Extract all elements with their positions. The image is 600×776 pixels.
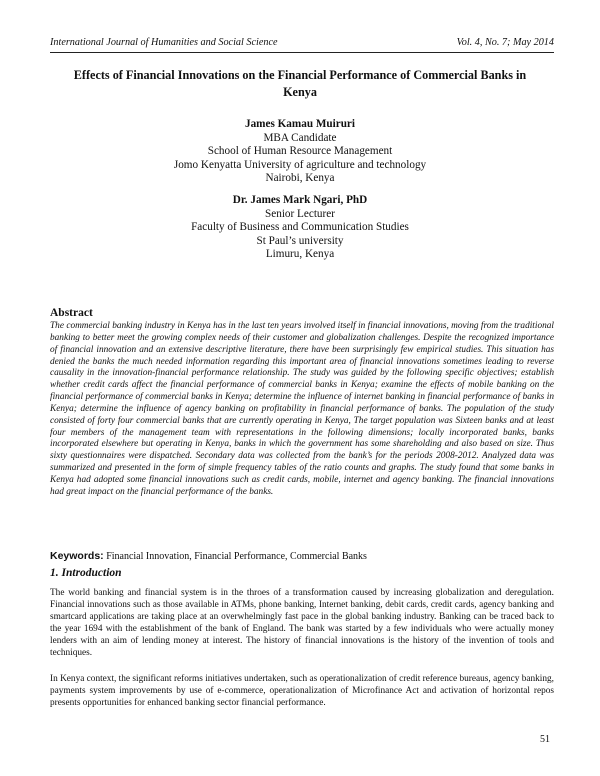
issue-info: Vol. 4, No. 7; May 2014	[456, 37, 554, 48]
author-name: James Kamau Muiruri	[244, 118, 355, 130]
abstract-text: The commercial banking industry in Kenya has in the last ten years involved itself in financial innovations, moving from the traditional banking to better meet the growing complex needs of their customer and globalization challenges. Despite the recognized importance of financial innovation and an extensive descriptive literature, there have been surprisingly few empirical studies. This situation has denied the banks the much needed information regarding this important area of financial innovations sometimes leading to reverse causality in the innovation-financial performance relationship. The study was guided by the following specific objectives; establish whether credit cards affect the financial performance of commercial banks in Kenya; examine the effects of mobile banking on the financial performance of commercial banks in Kenya; determine the influence of internet banking in financial performance of banks in Kenya; determine the influence of agency banking on profitability in financial performance of banks. The population of the study consisted of forty four commercial banks that are currently operating in Kenya, The target population was Sixteen banks and at least four members of the management team with representations in the following dimensions; locally incorporated banks, banks incorporated elsewhere but operating in Kenya, banks in which the government has some shareholding and also based on size. Thus sixty questionnaires were dispatched. Secondary data was collected from the bank’s for the periods 2008-2012. Analyzed data was summarized and presented in the form of simple frequency tables of the ratio counts and graphs. The study found that some banks in Kenya had adopted some financial innovations such as credit cards, mobile, internet and agency banking. The financial innovations had great impact on the financial performance of the banks.	[50, 321, 554, 497]
section-heading-introduction: 1. Introduction	[50, 567, 122, 579]
abstract-heading: Abstract	[50, 307, 93, 319]
keywords-label: Keywords:	[50, 550, 104, 562]
author-school: School of Human Resource Management	[207, 145, 393, 157]
intro-paragraph-2: In Kenya context, the significant reforms initiatives undertaken, such as operationalization of credit reference bureaus, agency banking, payments system improvements by use of e-commerce, operationalization of Microfinance Act and activation of horizontal repos presents opportunities for enhanced banking sector financial performance.	[50, 674, 554, 708]
author-block-2	[60, 194, 540, 262]
journal-name: International Journal of Humanities and Social Science	[50, 37, 278, 48]
author-location: Limuru, Kenya	[265, 248, 335, 260]
author-faculty: Faculty of Business and Communication Studies	[191, 221, 409, 233]
author-role: Senior Lecturer	[265, 207, 335, 220]
running-header	[50, 37, 554, 48]
page-number: 51	[540, 734, 550, 745]
author-role: MBA Candidate	[263, 131, 337, 144]
keywords-text: Financial Innovation, Financial Performance, Commercial Banks	[106, 551, 367, 562]
author-location: Nairobi, Kenya	[265, 172, 335, 184]
author-name: Dr. James Mark Ngari, PhD	[232, 194, 368, 206]
keywords-line	[50, 550, 554, 562]
intro-paragraph-1: The world banking and financial system is in the throes of a transformation caused by increasing globalization and deregulation. Financial innovations such as those available in ATMs, phone banking, Internet banking, debit cards, credit cards, agency banking and smartcard applications are taking place at an overwhelmingly fast pace in the global banking industry. Banking can be traced back to the year 1694 with the establishment of the bank of England. The bank was started by a few individuals who were actually money lenders with an aim of lending money at interest. The history of financial innovations is the history of the invention of tools and techniques.	[50, 588, 554, 658]
author-block-1	[60, 118, 540, 186]
paper-title: Effects of Financial Innovations on the Financial Performance of Commercial Banks in Kenya	[73, 68, 527, 99]
author-university: Jomo Kenyatta University of agriculture and technology	[173, 158, 427, 171]
author-university: St Paul’s university	[256, 234, 344, 247]
header-rule	[50, 52, 554, 53]
